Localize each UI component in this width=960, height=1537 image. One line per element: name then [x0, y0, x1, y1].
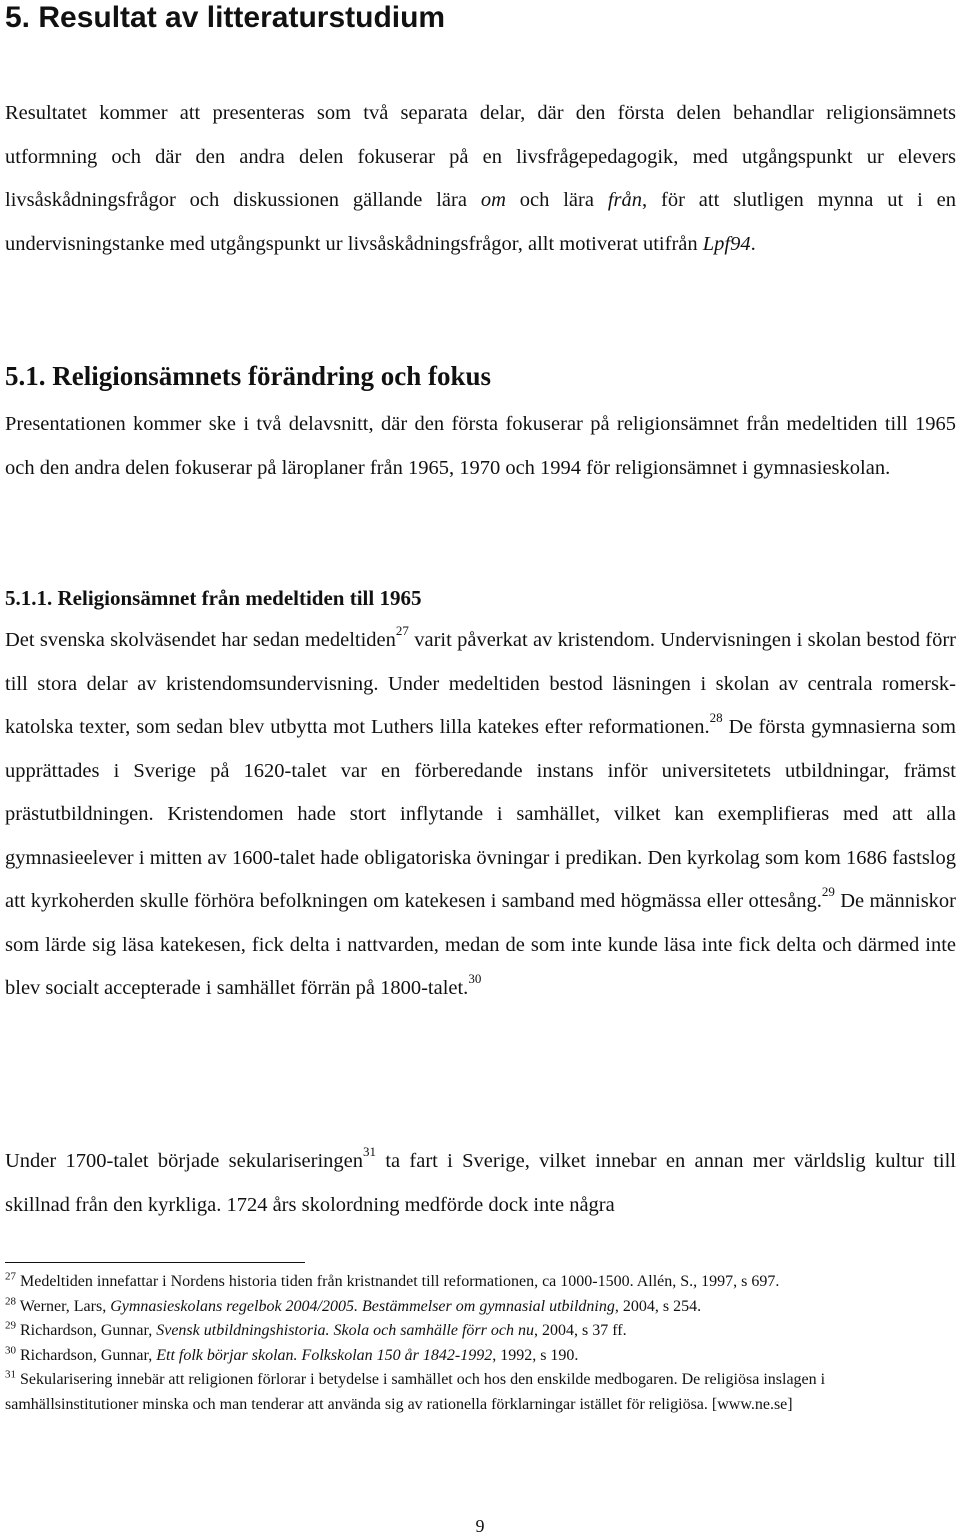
intro-text-1: Resultatet kommer att presenteras som två separata delar, där den första delen behandlar religionsämnets utformning och där den andra delen fokuserar på en livsfrågepedagogik, med utgångspunkt ur elevers livsåskådningsfrågor och diskussionen gällande lära — [5, 102, 956, 211]
footnote-text: , 1992, s 190. — [492, 1346, 579, 1364]
body-text: ta fart i Sverige, vilket innebar en annan mer världslig kultur till skillnad från den kyrkliga. 1724 års skolordning medförde dock inte några — [5, 1150, 957, 1216]
section-5-1-heading: 5.1. Religionsämnets förändring och fokus — [5, 361, 492, 391]
footnote-number: 28 — [5, 1294, 16, 1307]
section-5-1-paragraph: Presentationen kommer ske i två delavsnitt, där den första fokuserar på religionsämnet från medeltiden till 1965 och den andra delen fokuserar på läroplaner från 1965, 1970 och 1994 för religionsämnet i gymnasieskolan. — [5, 413, 956, 479]
intro-text-3: , för att slutligen mynna ut i en undervisningstanke med utgångspunkt ur livsåskådningsfrågor, allt motiverat utifrån — [5, 189, 957, 255]
footnote-number: 29 — [5, 1319, 16, 1332]
footnote-text: Werner, Lars, — [19, 1297, 111, 1315]
section-5-1-1-paragraph-2 — [5, 1140, 956, 1227]
footnote-text: Sekularisering innebär att religionen förlorar i betydelse i samhället och hos den enskilde medbogaren. De religiösa inslagen i samhällsinstitutioner minska och man tenderar att använda sig av rationella förklarningar istället för religiösa. [www.ne.se] — [5, 1371, 826, 1413]
intro-term-fran: från — [607, 189, 643, 211]
footnote-number: 27 — [5, 1270, 16, 1283]
section-5-1-1-heading: 5.1.1. Religionsämnet från medeltiden till 1965 — [5, 586, 422, 610]
intro-text-2: och lära — [505, 189, 608, 211]
footnote-28 — [5, 1295, 940, 1320]
footnote-ref-29[interactable]: 29 — [821, 883, 835, 899]
intro-term-lpf94: Lpf94 — [702, 232, 751, 255]
footnote-number: 30 — [5, 1343, 16, 1356]
body-text: De första gymnasierna som upprättades i Sverige på 1620-talet var en förberedande instans inför universitetets utbildningar, främst prästutbildningen. Kristendomen hade stort inflytande i samhället, vilket kan exemplifieras med att alla gymnasieelever i mitten av 1600-talet hade obligatoriska övningar i predikan. Den kyrkolag som kom 1686 fastslog att kyrkoherden skulle förhöra befolkningen om katekesen i samband med högmässa eller ottesång. — [5, 716, 956, 912]
section-5-1-1-paragraph-1 — [5, 619, 956, 1011]
footnote-29 — [5, 1319, 940, 1344]
body-text: varit påverkat av kristendom. Undervisningen i skolan bestod förr till stora delar av kristendomsundervisning. Under medeltiden bestod läsningen i skolan av centrala romersk-katolska texter, som sedan blev utbytta mot Luthers lilla katekes efter reformationen. — [5, 629, 956, 738]
footnote-title: Svensk utbildningshistoria. Skola och samhälle förr och nu — [156, 1322, 534, 1339]
footnote-ref-30[interactable]: 30 — [468, 970, 482, 986]
footnote-text: Medeltiden innefattar i Nordens historia tiden från kristnandet till reformationen, ca 1000-1500. Allén, S., 1997, s 697. — [20, 1273, 780, 1290]
footnote-text: Richardson, Gunnar, — [20, 1346, 157, 1364]
footnote-title: Ett folk börjar skolan. Folkskolan 150 år 1842-1992 — [156, 1346, 493, 1364]
footnote-text: , 2004, s 37 ff. — [533, 1322, 627, 1339]
footnotes — [5, 1270, 940, 1417]
body-text: De människor som lärde sig läsa katekesen, fick delta i nattvarden, medan de som inte kunde läsa inte fick delta och därmed inte blev socialt accepterade i samhället förrän på 1800-talet. — [5, 890, 956, 999]
footnote-27 — [5, 1270, 940, 1295]
footnote-text: , 2004, s 254. — [614, 1297, 702, 1315]
footnote-title: Gymnasieskolans regelbok 2004/2005. Bestämmelser om gymnasial utbildning — [110, 1297, 615, 1315]
page-number: 9 — [475, 1516, 485, 1536]
footnote-31 — [5, 1368, 940, 1417]
body-text: Under 1700-talet började sekulariseringen — [5, 1150, 364, 1172]
body-text: Det svenska skolväsendet har sedan medeltiden — [5, 629, 396, 651]
intro-term-om: om — [480, 189, 506, 211]
footnote-ref-31[interactable]: 31 — [363, 1143, 377, 1159]
footnote-ref-27[interactable]: 27 — [395, 622, 409, 638]
intro-text-4: . — [750, 232, 756, 255]
footnote-text: Richardson, Gunnar, — [20, 1322, 157, 1339]
chapter-heading: 5. Resultat av litteraturstudium — [5, 1, 446, 34]
footnote-number: 31 — [5, 1368, 16, 1381]
footnote-separator — [5, 1262, 305, 1263]
intro-paragraph — [5, 92, 956, 266]
footnote-30 — [5, 1344, 940, 1369]
footnote-ref-28[interactable]: 28 — [709, 709, 723, 725]
